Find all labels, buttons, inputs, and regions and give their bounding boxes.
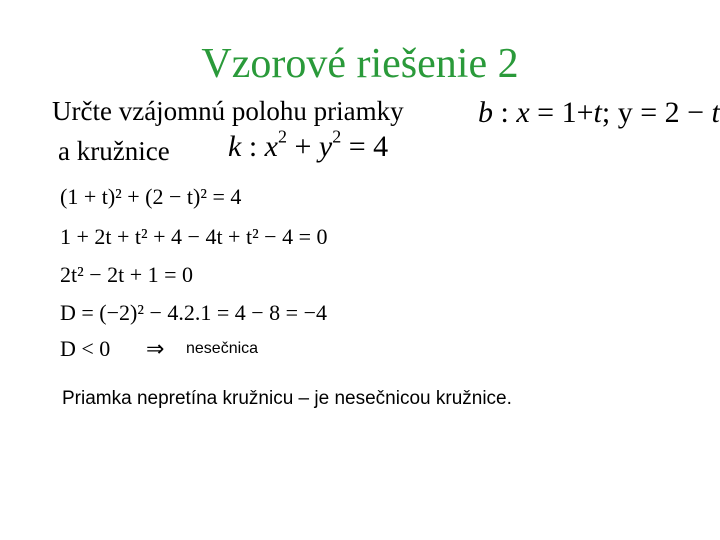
line-y-var: y xyxy=(617,96,633,129)
line-t-var: t xyxy=(593,96,602,129)
solution-step-1: (1 + t)² + (2 − t)² = 4 xyxy=(60,184,242,209)
circle-rhs: 4 xyxy=(373,130,389,163)
solution-step-2: 1 + 2t + t² + 4 − 4t + t² − 4 = 0 xyxy=(60,224,328,249)
line-x-var: x xyxy=(516,96,530,129)
implies-arrow: ⇒ xyxy=(146,336,165,361)
circle-y-exponent: 2 xyxy=(332,126,342,147)
solution-step-3: 2t² − 2t + 1 = 0 xyxy=(60,262,194,287)
solution-step-5: D < 0 xyxy=(60,336,111,361)
line-y-rhs: 2 − xyxy=(664,96,705,129)
solution-step-4: D = (−2)² − 4.2.1 = 4 − 8 = −4 xyxy=(60,300,327,325)
conclusion-text: Priamka nepretína kružnicu – je nesečnicou kružnice. xyxy=(62,388,512,409)
line-label: b xyxy=(478,96,493,129)
line-t-var-2: t xyxy=(711,96,720,129)
circle-equation: k : $x^2 + y^2 = 4$ xyxy=(228,126,389,163)
line-x-rhs: 1+ xyxy=(561,96,594,129)
circle-label: k xyxy=(228,130,242,163)
task-text-line1: Určte vzájomnú polohu priamky xyxy=(52,96,404,126)
circle-y-var: y xyxy=(318,130,333,163)
slide-title: Vzorové riešenie 2 xyxy=(201,41,519,87)
task-text-line2: a kružnice xyxy=(58,136,170,166)
circle-x-exponent: 2 xyxy=(278,126,287,147)
line-equation: b : x = 1+t; y = 2 − t xyxy=(478,96,720,129)
result-note: nesečnica xyxy=(186,340,259,357)
circle-x-var: x xyxy=(264,130,278,163)
